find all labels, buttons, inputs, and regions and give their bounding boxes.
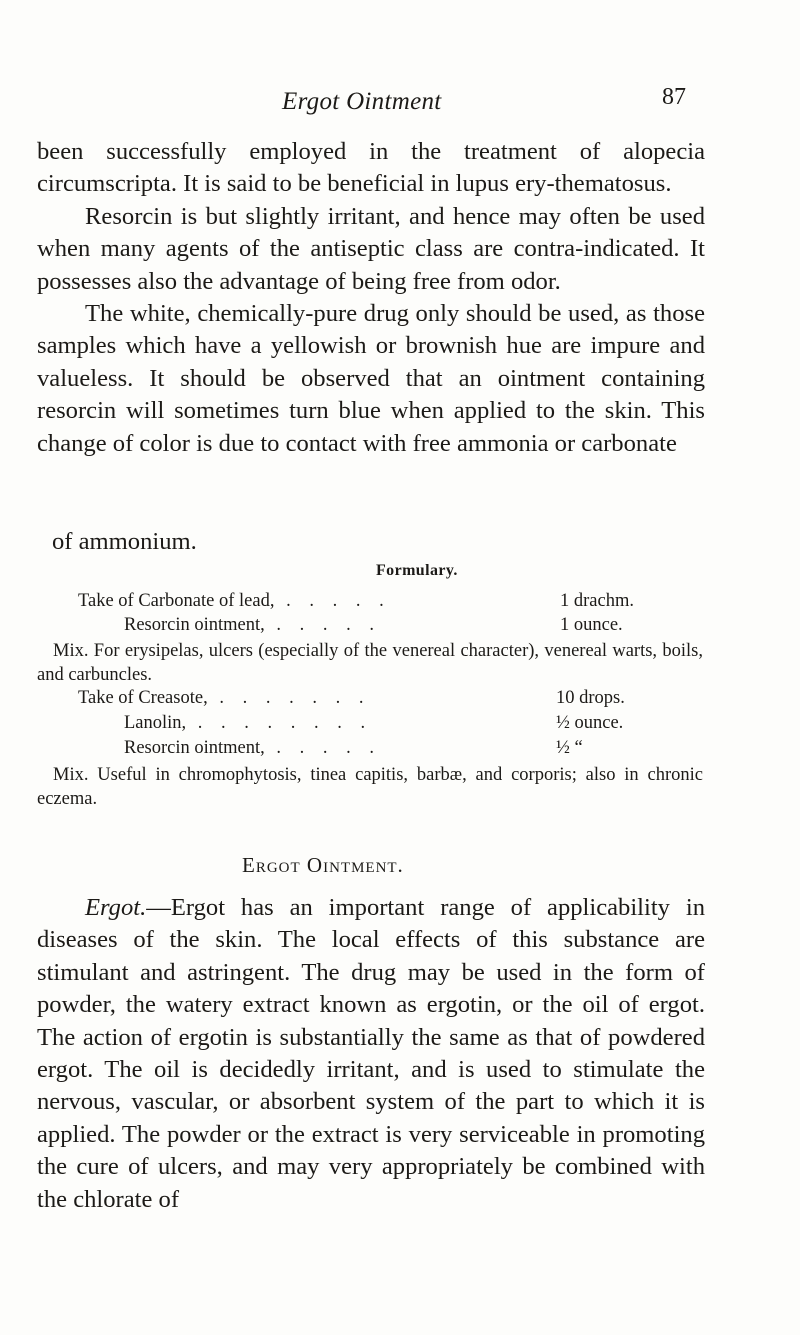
recipe1-directions — [37, 639, 703, 687]
ingredient-name: Lanolin, — [124, 713, 187, 733]
paragraph-last-line: of ammonium. — [52, 528, 197, 555]
ingredient-name: Take of Creasote, — [78, 688, 208, 708]
dot-leader: . . . . . — [264, 615, 382, 635]
recipe2-ingredient-1 — [78, 688, 370, 709]
body-text-top — [37, 136, 705, 460]
recipe2-quantity-3: ½ “ — [556, 738, 583, 758]
recipe1-ingredient-1 — [78, 591, 391, 612]
page-number: 87 — [662, 84, 686, 110]
formulary-heading: Formulary. — [376, 562, 458, 579]
mix-text: Mix. Useful in chromophytosis, tinea capitis, barbæ, and corporis; also in chronic eczema. — [37, 765, 703, 809]
paragraph-resorcin-irritant: Resorcin is but slightly irritant, and hence may often be used when many agents of the antiseptic class are contra-indicated. It possesses also the advantage of being free from odor. — [37, 202, 705, 295]
recipe2-ingredient-2 — [124, 713, 372, 734]
recipe2-directions — [37, 763, 703, 811]
paragraph-ergot — [37, 892, 705, 1216]
dot-leader: . . . . . — [274, 591, 391, 611]
paragraph-continuation: been successfully employed in the treatment of alopecia circumscripta. It is said to be beneficial in lupus ery-thematosus. — [37, 138, 705, 198]
recipe2-quantity-2: ½ ounce. — [556, 713, 624, 733]
section-heading: Ergot Ointment. — [242, 853, 404, 877]
recipe2-quantity-1: 10 drops. — [556, 688, 625, 708]
recipe1-ingredient-2 — [124, 615, 381, 636]
running-title: Ergot Ointment — [282, 88, 442, 115]
ingredient-name: Resorcin ointment, — [124, 615, 265, 635]
ergot-lead-word: Ergot. — [85, 894, 147, 921]
dot-leader: . . . . . . . . — [186, 713, 373, 733]
ingredient-name: Take of Carbonate of lead, — [78, 591, 275, 611]
dot-leader: . . . . . — [264, 738, 382, 758]
recipe2-ingredient-3 — [124, 738, 381, 759]
recipe1-quantity-2: 1 ounce. — [560, 615, 623, 635]
recipe1-quantity-1: 1 drachm. — [560, 591, 634, 611]
ergot-body: —Ergot has an important range of applicability in diseases of the skin. The local effects of this substance are stimulant and astringent. The drug may be used in the form of powder, the watery extract known as ergotin, or the oil of ergot. The action of ergotin is substantially the same as that of powdered ergot. The oil is decidedly irritant, and is used to stimulate the nervous, vascular, or absorbent system of the part to which it is applied. The powder or the extract is very serviceable in promoting the cure of ulcers, and may very appropriately be combined with the chlorate of — [37, 894, 705, 1213]
dot-leader: . . . . . . . — [207, 688, 371, 708]
paragraph-white-drug: The white, chemically-pure drug only should be used, as those samples which have a yellowish or brownish hue are impure and valueless. It should be observed that an ointment containing resorcin will sometimes turn blue when applied to the skin. This change of color is due to contact with free ammonia or carbonate — [37, 300, 705, 457]
mix-text: Mix. For erysipelas, ulcers (especially of the venereal character), venereal warts, boils, and carbuncles. — [37, 641, 703, 685]
body-text-ergot — [37, 892, 705, 1216]
running-head — [0, 84, 800, 118]
ingredient-name: Resorcin ointment, — [124, 738, 265, 758]
